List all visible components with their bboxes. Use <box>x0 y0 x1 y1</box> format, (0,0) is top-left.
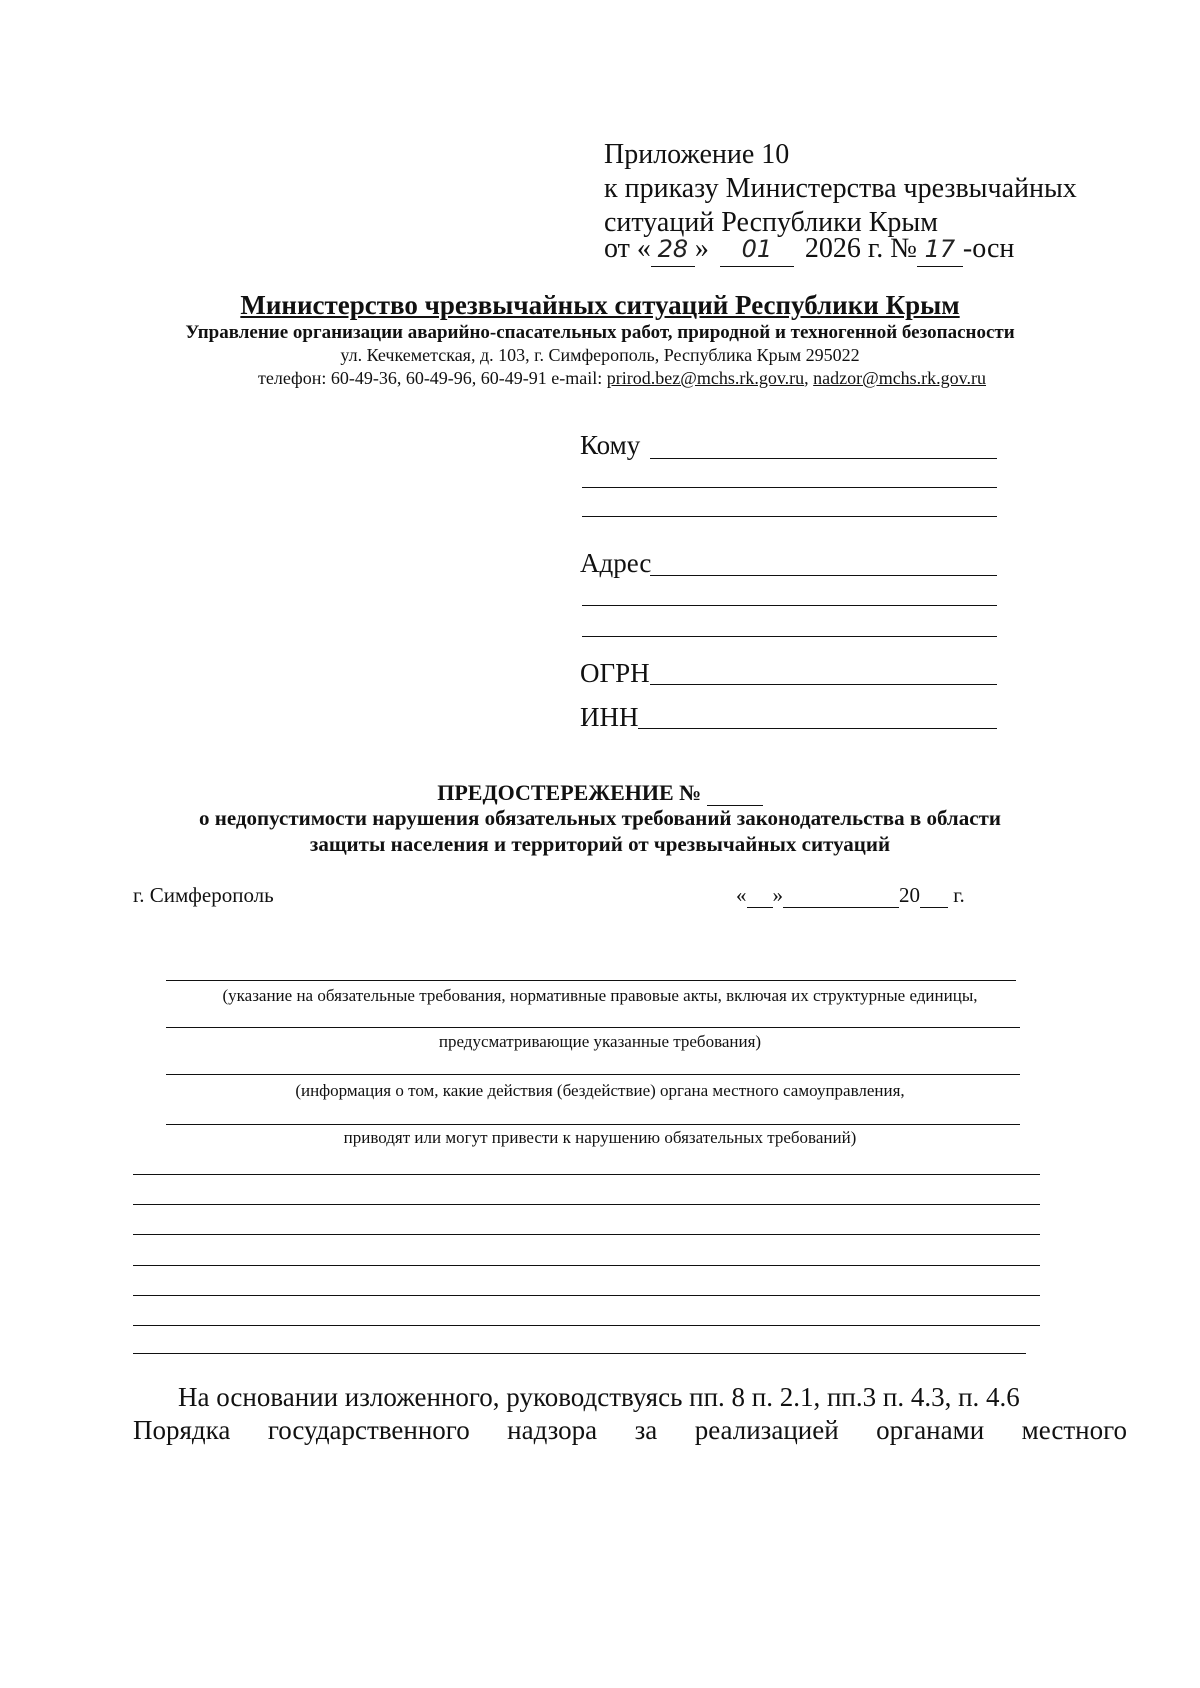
order-suffix: -осн <box>962 233 1015 264</box>
to-field-line-3[interactable] <box>582 516 997 517</box>
date-close: » <box>772 883 783 907</box>
actions-line-1[interactable] <box>166 1074 1020 1075</box>
inn-label: ИНН <box>580 702 639 732</box>
to-label: Кому <box>580 430 641 460</box>
body-word: государственного <box>267 1415 470 1445</box>
warning-title-text: ПРЕДОСТЕРЕЖЕНИЕ № <box>437 780 702 805</box>
department-name: Управление организации аварийно-спасательных работ, природной и техногенной безопасности <box>185 322 1015 343</box>
hint-requirements-2: предусматривающие указанные требования) <box>438 1032 762 1051</box>
warning-subtitle-1: о недопустимости нарушения обязательных требований законодательства в области <box>199 806 1001 830</box>
text-line-4[interactable] <box>133 1265 1040 1266</box>
text-line-7[interactable] <box>133 1353 1026 1354</box>
body-word: местного <box>1021 1415 1127 1445</box>
ogrn-field-line[interactable] <box>650 684 997 685</box>
body-word: надзора <box>507 1415 598 1445</box>
hint-requirements-1: (указание на обязательные требования, нормативные правовые акты, включая их структурные единицы, <box>222 986 978 1005</box>
hint-actions-1: (информация о том, какие действия (бездействие) органа местного самоуправления, <box>295 1081 905 1100</box>
text-line-5[interactable] <box>133 1295 1040 1296</box>
appendix-line-3: ситуаций Республики Крым <box>604 207 938 238</box>
email-link-1[interactable]: prirod.bez@mchs.rk.gov.ru <box>606 368 805 388</box>
warning-year-field[interactable] <box>920 887 948 908</box>
text-line-2[interactable] <box>133 1204 1040 1205</box>
order-year: 2026 г. № <box>804 233 917 264</box>
requirements-line-2[interactable] <box>166 1027 1020 1028</box>
to-field-line-2[interactable] <box>582 487 997 488</box>
actions-line-2[interactable] <box>166 1124 1020 1125</box>
warning-date <box>736 883 965 908</box>
order-month: 01 <box>720 232 794 267</box>
warning-month-field[interactable] <box>783 887 899 908</box>
email-link-2[interactable]: nadzor@mchs.rk.gov.ru <box>813 368 987 388</box>
order-number: 17 <box>917 232 963 267</box>
address-field-line-3[interactable] <box>582 636 997 637</box>
ministry-contacts <box>22 368 1200 389</box>
requirements-line-1[interactable] <box>166 980 1016 981</box>
ministry-address: ул. Кечкеметская, д. 103, г. Симферополь, Республика Крым 295022 <box>340 345 860 365</box>
body-word: органами <box>876 1415 985 1445</box>
year-suffix: г. <box>953 883 965 907</box>
year-prefix: 20 <box>899 883 920 907</box>
ministry-title: Министерство чрезвычайных ситуаций Республики Крым <box>240 290 960 320</box>
email-separator: , <box>804 368 814 388</box>
body-line-2 <box>133 1413 1127 1447</box>
address-label: Адрес <box>580 548 652 578</box>
ogrn-label: ОГРН <box>580 658 650 688</box>
body-word: Порядка <box>133 1415 231 1445</box>
body-line-1: На основании изложенного, руководствуясь пп. 8 п. 2.1, пп.3 п. 4.3, п. 4.6 <box>178 1382 1020 1412</box>
date-quote-close: » <box>694 233 709 264</box>
hint-actions-2: приводят или могут привести к нарушению обязательных требований) <box>343 1128 857 1147</box>
date-prefix: от « <box>604 233 651 264</box>
text-line-3[interactable] <box>133 1234 1040 1235</box>
contacts-phones: телефон: 60-49-36, 60-49-96, 60-49-91 e-mail: <box>257 368 607 388</box>
appendix-line-1: Приложение 10 <box>604 139 790 170</box>
inn-field-line[interactable] <box>638 728 997 729</box>
text-line-6[interactable] <box>133 1325 1040 1326</box>
body-word: за <box>634 1415 658 1445</box>
order-day: 28 <box>651 232 695 267</box>
address-field-line-2[interactable] <box>582 605 997 606</box>
body-word: реализацией <box>694 1415 839 1445</box>
text-line-1[interactable] <box>133 1174 1040 1175</box>
warning-subtitle-2: защиты населения и территорий от чрезвычайных ситуаций <box>309 832 891 856</box>
warning-number-field[interactable] <box>707 785 763 806</box>
warning-title <box>0 780 1200 806</box>
appendix-line-2: к приказу Министерства чрезвычайных <box>604 173 1077 204</box>
date-open: « <box>736 883 747 907</box>
city: г. Симферополь <box>133 883 274 907</box>
appendix-date-line <box>604 232 1014 267</box>
warning-day-field[interactable] <box>747 887 773 908</box>
address-field-line-1[interactable] <box>650 575 997 576</box>
to-field-line-1[interactable] <box>650 458 997 459</box>
